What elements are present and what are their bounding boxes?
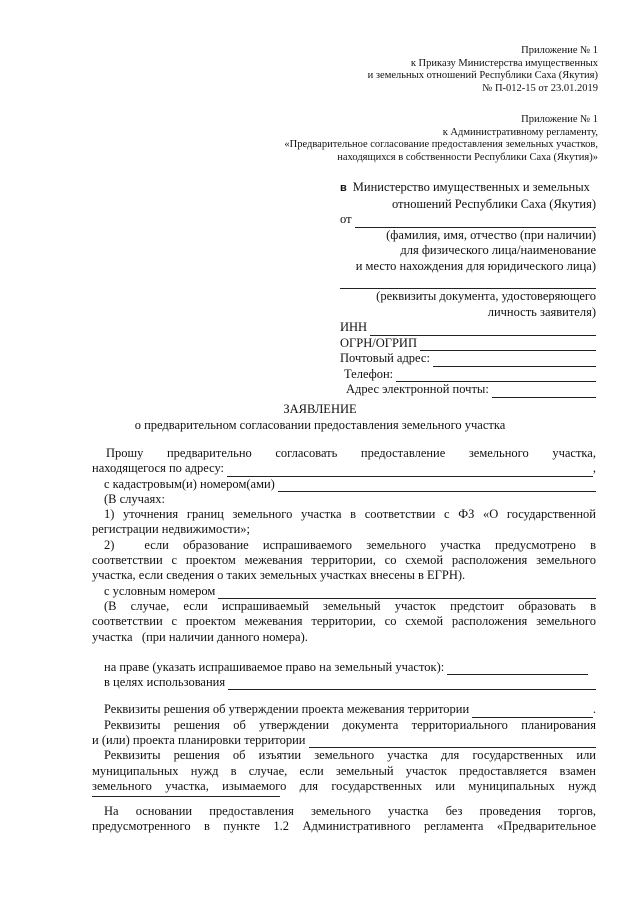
- cadastral-row: [92, 477, 596, 492]
- ogrn-field[interactable]: [420, 339, 596, 351]
- purpose-label: в целях использования: [104, 675, 226, 690]
- phone-field[interactable]: [396, 370, 596, 382]
- case-1-text: регистрации недвижимости»;: [92, 522, 251, 537]
- case-3-text: (В случае, если испрашиваемый земельный участок предстоит образовать в: [104, 598, 596, 613]
- cadastral-field[interactable]: [278, 480, 596, 492]
- footnote-separator: [92, 796, 280, 797]
- case-1-text: 1) уточнения границ земельного участка в соответствии с ФЗ «О государственной: [104, 507, 596, 522]
- footnote-text: предусмотренного в пункте 1.2 Административного регламента «Предварительное: [92, 819, 596, 834]
- header-line: Приложение № 1: [521, 45, 598, 56]
- word: предварительно: [166, 446, 252, 460]
- applicant-field[interactable]: [340, 277, 596, 289]
- addressee-block: [340, 180, 596, 398]
- header-line: «Предварительное согласование предоставления земельных участков,: [284, 139, 598, 150]
- conditional-number-row: [92, 584, 596, 599]
- case-number: 2): [104, 537, 115, 552]
- address-label: находящегося по адресу:: [92, 461, 225, 476]
- application-body: [92, 446, 596, 794]
- survey-label: Реквизиты решения об утверждении проекта межевания территории: [104, 702, 470, 717]
- postal-row: [340, 351, 596, 367]
- purpose-row: [92, 675, 596, 690]
- right-row: [92, 660, 596, 675]
- inn-field[interactable]: [370, 324, 596, 336]
- footnote: [92, 804, 596, 835]
- appendix-header-order: [368, 45, 598, 95]
- fio-hint: для физического лица/наименование: [400, 243, 596, 257]
- comma: ,: [592, 461, 596, 476]
- case-3-text: соответствии с проектом межевания территории, со схемой расположения земельного: [92, 614, 596, 629]
- doc-hint: личность заявителя): [487, 304, 596, 319]
- fio-hint: и место нахождения для юридического лица): [355, 258, 596, 273]
- postal-label: Почтовый адрес:: [340, 351, 430, 365]
- ogrn-row: [340, 336, 596, 352]
- from-row: [340, 212, 596, 228]
- address-row: [92, 461, 596, 476]
- word: земельного: [468, 446, 529, 460]
- request-line: [92, 446, 596, 461]
- postal-field[interactable]: [433, 355, 596, 367]
- phone-label: Телефон:: [344, 366, 394, 381]
- document-title: ЗАЯВЛЕНИЕ: [283, 402, 357, 416]
- word: Прошу: [106, 446, 144, 460]
- case-2-text: участка, если сведения о таких земельных участках внесены в ЕГРН).: [92, 568, 466, 583]
- conditional-number-label: с условным номером: [104, 583, 216, 598]
- email-label: Адрес электронной почты:: [346, 382, 489, 396]
- ogrn-label: ОГРН/ОГРИП: [340, 335, 417, 350]
- word: согласовать: [275, 446, 338, 460]
- email-field[interactable]: [492, 386, 596, 398]
- ministry-name: Министерство имущественных и земельных: [352, 180, 590, 194]
- cases-label: (В случаях:: [104, 491, 165, 506]
- case-3-text: участка (при наличии данного номера).: [92, 629, 308, 644]
- address-field[interactable]: [227, 465, 593, 477]
- header-line: Приложение № 1: [521, 114, 598, 125]
- doc-hint: (реквизиты документа, удостоверяющего: [376, 289, 596, 303]
- plan-label: и (или) проекта планировки территории: [92, 733, 306, 748]
- prefix-label: в: [340, 182, 347, 194]
- addressee-to: [340, 180, 596, 197]
- header-line: находящихся в собственности Республики Саха (Якутия)»: [337, 151, 598, 163]
- conditional-number-field[interactable]: [218, 587, 596, 599]
- from-field[interactable]: [355, 216, 596, 228]
- seize-text: земельного участка, изымаемого для государственных или муниципальных нужд: [92, 778, 596, 793]
- plan-text: Реквизиты решения об утверждении документа территориального планирования: [104, 717, 596, 732]
- plan-row: [92, 733, 596, 748]
- from-label: от: [340, 212, 352, 226]
- header-line: к Административному регламенту,: [442, 126, 598, 138]
- inn-row: [340, 320, 596, 336]
- purpose-field[interactable]: [228, 678, 596, 690]
- fio-hint: (фамилия, имя, отчество (при наличии): [386, 227, 596, 242]
- inn-label: ИНН: [340, 320, 368, 334]
- appendix-header-regulation: [284, 114, 598, 164]
- period: .: [592, 702, 596, 717]
- case-2-text: если образование испрашиваемого земельного участка предусмотрено в: [144, 537, 596, 552]
- cadastral-label: с кадастровым(и) номером(ами): [104, 476, 275, 491]
- seize-text: муниципальных нужд в случае, если земельный участок предоставляется взамен: [92, 763, 596, 778]
- survey-field[interactable]: [472, 706, 593, 718]
- footnote-text: На основании предоставления земельного участка без проведения торгов,: [104, 804, 596, 818]
- email-row: [340, 382, 596, 398]
- header-line: к Приказу Министерства имущественных: [410, 57, 598, 69]
- header-line: и земельных отношений Республики Саха (Якутия): [367, 70, 598, 81]
- case-2-line: [92, 538, 596, 553]
- word: предоставление: [360, 446, 446, 460]
- seize-text: Реквизиты решения об изъятии земельного участка для государственных или: [104, 748, 596, 763]
- right-field[interactable]: [447, 663, 588, 675]
- survey-row: [92, 702, 596, 717]
- plan-field[interactable]: [309, 736, 597, 748]
- header-line: № П-012-15 от 23.01.2019: [482, 82, 598, 94]
- phone-row: [340, 367, 596, 383]
- blank-row: [340, 274, 596, 289]
- document-subtitle: о предварительном согласовании предоставления земельного участка: [134, 418, 506, 432]
- case-2-text: соответствии с проектом межевания территории, со схемой расположения земельного: [92, 553, 596, 568]
- word: участка,: [552, 446, 596, 460]
- right-label: на праве (указать испрашиваемое право на земельный участок):: [104, 659, 445, 674]
- ministry-name-line2: отношений Республики Саха (Якутия): [391, 196, 596, 211]
